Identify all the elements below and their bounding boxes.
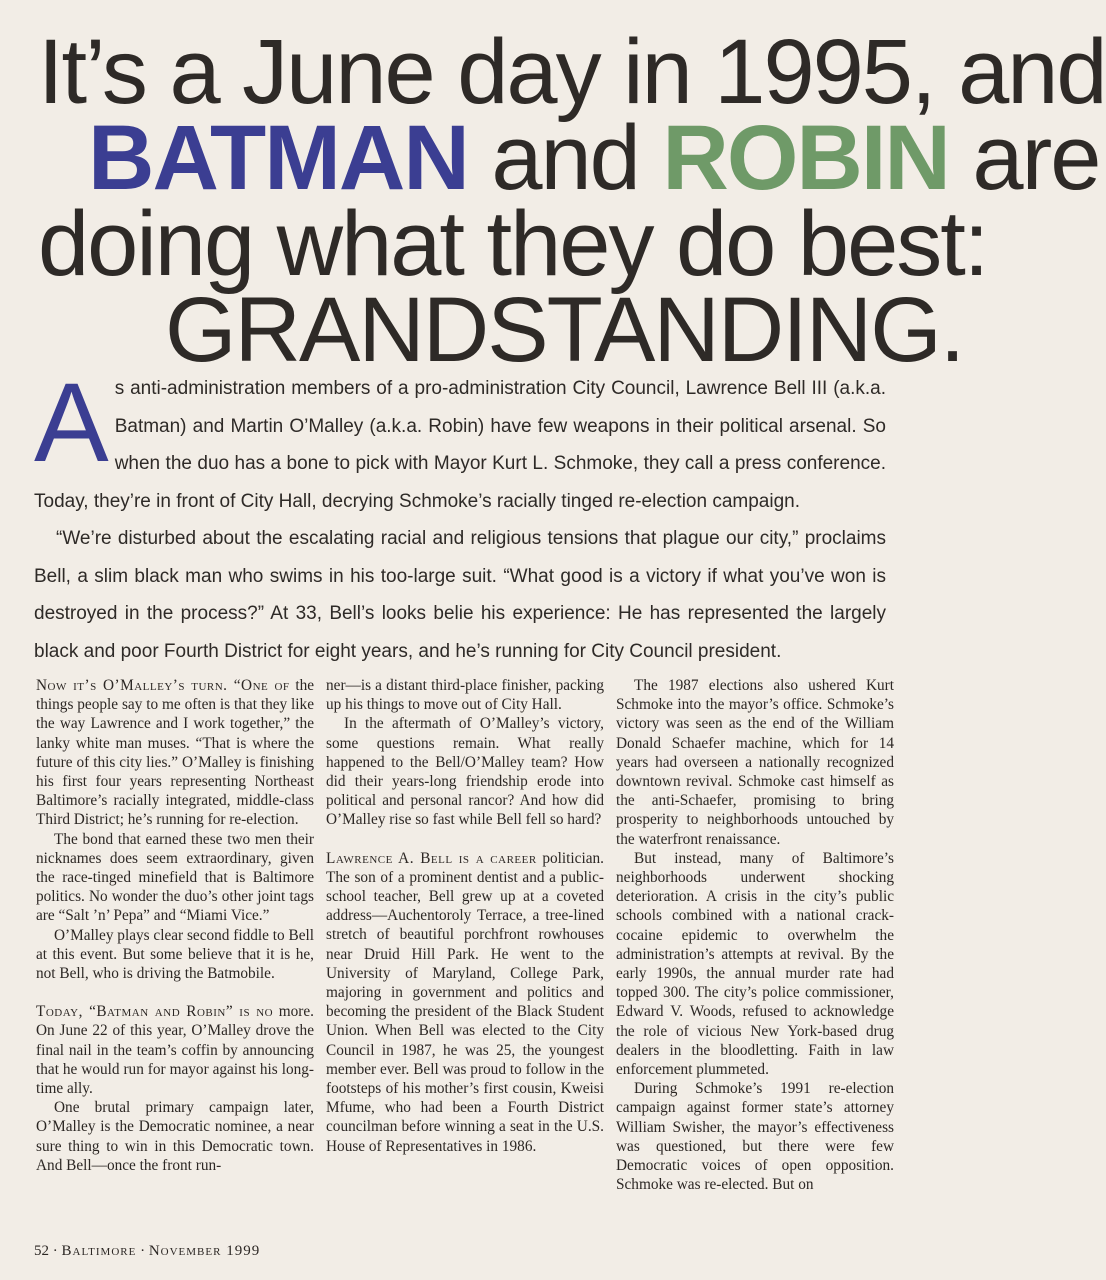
paragraph-text: politician. The son of a prominent dentist and a public-school teacher, Bell grew up at a coveted address—Auchentoroly Terrace, a tree-lined stretch of beautiful porchfront rowhouses near Druid Hill Park. He went to the University of Maryland, College Park, majoring in government and politics and becoming the president of the Black Student Union. When Bell was elected to the City Council in 1987, he was 25, the youngest member ever. Bell was proud to follow in the footsteps of his mother’s first cousin, Kweisi Mfume, who had been a Fourth District councilman before winning a seat in the U.S. House of Representatives in 1986. — [326, 849, 604, 1155]
folio-separator: · — [49, 1243, 62, 1259]
deck-paragraph-1: s anti-administration members of a pro-administration City Council, Lawrence Bell III (a.k.a. Batman) and Martin O’Malley (a.k.a. Robin) have few weapons in their political arsenal. So when the duo has a bone to pick with Mayor Kurt L. Schmoke, they call a press conference. Today, they’re in front of City Hall, decrying Schmoke’s racially tinged re-election campaign. — [34, 378, 886, 512]
headline-line-3: doing what they do best: — [38, 193, 988, 295]
page-folio — [34, 1243, 260, 1260]
headline-are: are — [948, 107, 1100, 209]
headline-robin: ROBIN — [662, 107, 949, 209]
body-column-3 — [616, 676, 894, 1194]
headline-and: and — [467, 107, 663, 209]
headline-line-1: It’s a June day in 1995, and — [38, 21, 1106, 123]
folio-separator: · — [136, 1243, 149, 1259]
body-column-1 — [36, 676, 314, 1175]
section-lead-in: Today, “Batman and Robin” is no — [36, 1003, 274, 1021]
paragraph: But instead, many of Baltimore’s neighborhoods underwent shocking deterioration. A crisis in the city’s public schools combined with a national crack-cocaine epidemic to overwhelm the administration’s attempts at revival. By the early 1990s, the annual murder rate had topped 300. The city’s police commissioner, Edward V. Woods, refused to acknowledge the role of vicious New York-based drug dealers in the bloodletting. Faith in law enforcement plummeted. — [616, 849, 894, 1079]
paragraph: One brutal primary campaign later, O’Malley is the Democratic nominee, a near sure thing to win in this Democratic town. And Bell—once the front run- — [36, 1099, 314, 1174]
paragraph — [36, 676, 314, 830]
issue-date: November 1999 — [148, 1243, 261, 1259]
paragraph: ner—is a distant third-place finisher, packing up his things to move out of City Hall. — [326, 677, 604, 714]
deck-paragraph-2: “We’re disturbed about the escalating racial and religious tensions that plague our city,” proclaims Bell, a slim black man who swims in his too-large suit. “What good is a victory if what you’ve won is destroyed in the process?” At 33, Bell’s looks belie his experience: He has represented the largely black and poor Fourth District for eight years, and he’s running for City Council president. — [34, 528, 886, 662]
body-column-2 — [326, 676, 604, 1156]
paragraph — [326, 849, 604, 1156]
magazine-name: Baltimore — [61, 1243, 137, 1259]
paragraph-text: the things people say to me often is that they like the way Lawrence and I work together,” the lanky white man muses. “That is where the future of this city lies.” O’Malley is finishing his first four years representing Northeast Baltimore’s racially integrated, middle-class Third District; he’s running for re-election. — [36, 677, 315, 829]
headline-batman: BATMAN — [88, 107, 468, 209]
paragraph — [36, 1002, 314, 1098]
page-number: 52 — [34, 1243, 49, 1259]
section-lead-in: Now it’s O’Malley’s turn. “One of — [36, 677, 290, 694]
drop-cap: A — [34, 360, 109, 485]
paragraph: In the aftermath of O’Malley’s victory, some questions remain. What really happened to the Bell/O’Malley team? How did their years-long friendship erode into political and personal rancor? And how did O’Malley rise so fast while Bell fell so hard? — [326, 715, 604, 829]
paragraph-text: more. On June 22 of this year, O’Malley drove the final nail in the team’s coffin by announcing that he would run for mayor against his long-time ally. — [36, 1003, 314, 1098]
paragraph: During Schmoke’s 1991 re-election campaign against former state’s attorney William Swisher, the mayor’s effectiveness was questioned, but there were few Democratic voices of open opposition. Schmoke was re-elected. But on — [616, 1080, 894, 1194]
headline-line-4: GRANDSTANDING. — [165, 279, 964, 381]
paragraph: The bond that earned these two men their nicknames does seem extraordinary, given the race-tinged minefield that is Baltimore politics. No wonder the duo’s other joint tags are “Salt ’n’ Pepa” and “Miami Vice.” — [36, 830, 314, 925]
paragraph: O’Malley plays clear second fiddle to Bell at this event. But some believe that it is he, not Bell, who is driving the Batmobile. — [36, 926, 314, 983]
deck-intro — [34, 360, 886, 670]
paragraph: The 1987 elections also ushered Kurt Schmoke into the mayor’s office. Schmoke’s victory was seen as the end of the William Donald Schaefer machine, which for 14 years had overseen a nationally recognized downtown revival. Schmoke cast himself as the anti-Schaefer, promising to bring prosperity to neighborhoods untouched by the waterfront renaissance. — [616, 677, 894, 848]
section-lead-in: Lawrence A. Bell is a career — [326, 849, 537, 867]
